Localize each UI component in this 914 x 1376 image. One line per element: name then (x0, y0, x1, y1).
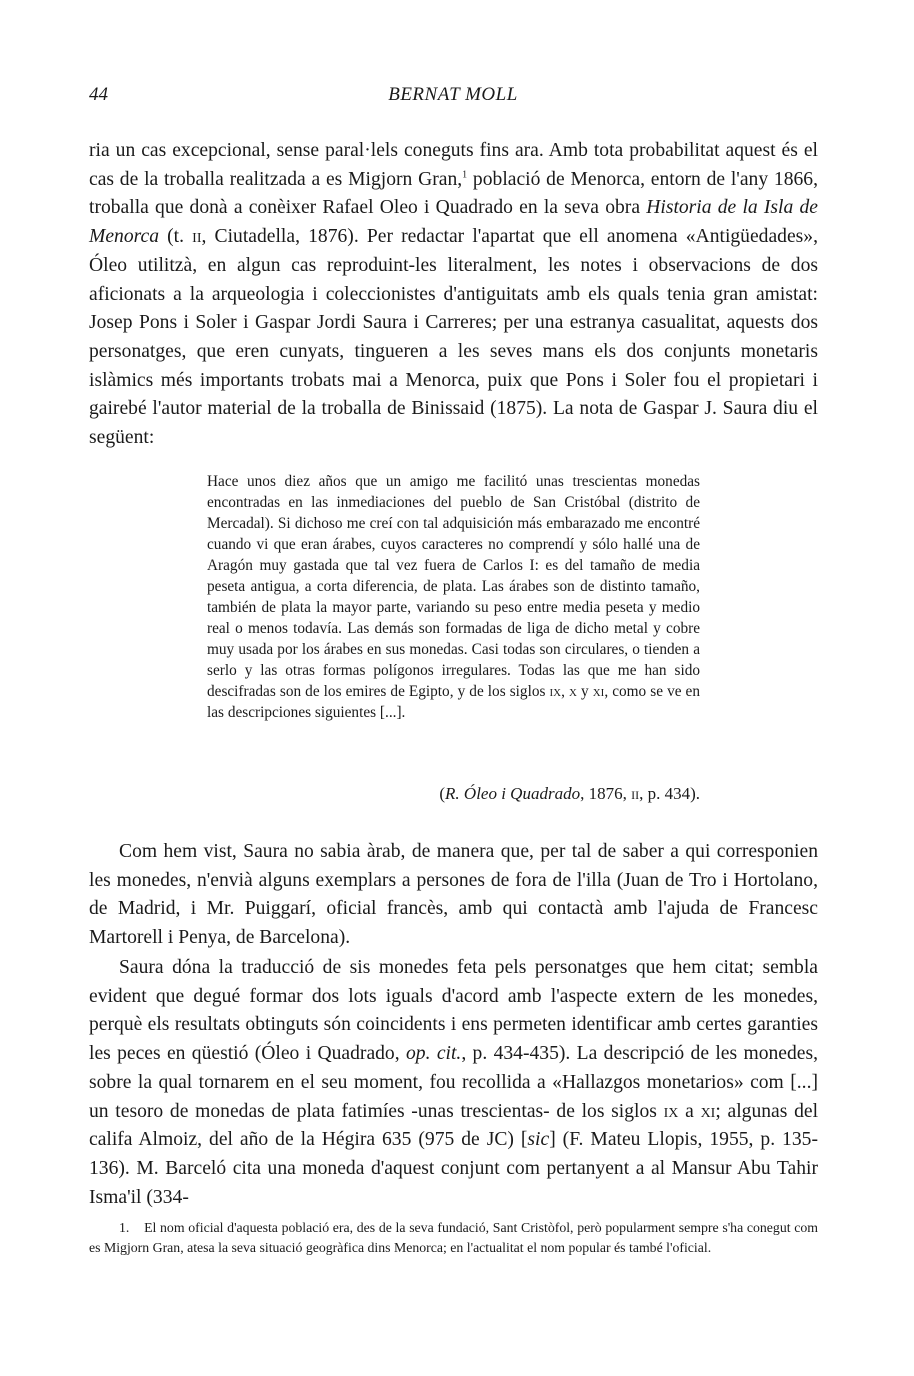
paragraph-text: ] (F. Mateu Llopis, 1955, p. 135-136). M. Barceló cita una moneda d'aquest conjunt com pertanyent a al Mansur Abu Tahir Isma'il (334- (89, 1129, 818, 1208)
quote-text: y (576, 683, 593, 700)
citation-text: , p. 434). (639, 784, 700, 803)
footnote-ref: 1 (462, 169, 468, 181)
paragraph-text: , p. 434-435). La descripció de les monedes, sobre la qual tornarem en el seu moment, fou recollida a «Hallazgos monetarios» com [...] un tesoro de monedas de plata fatimíes -unas trescientas- de los siglos (89, 1043, 819, 1122)
footnote-number: 1. (119, 1220, 130, 1235)
footnote-text: El nom oficial d'aquesta població era, des de la seva fundació, Sant Cristòfol, però popularment sempre s'ha conegut com es Migjorn Gran, atesa la seva situació geogràfica dins Menorca; en l'actualitat el nom popular és també l'oficial. (89, 1220, 819, 1255)
paragraph-text: , Ciutadella, 1876). Per redactar l'apartat que ell anomena «Antigüedades», Óleo utilitzà, en algun cas reproduint-les literalment, les notes i observacions de dos aficionats a la arqueologia i coleccionistes d'antiguitats amb els quals tenia gran amistat: Josep Pons i Soler i Gaspar Jordi Saura i Carreres; per una estranya casualitat, aquests dos personatges, que eren cunyats, tingueren a les seves mans els dos conjunts monetaris islàmics més importants trobats mai a Menorca, puix que Pons i Soler fou el propietari i gairebé l'autor material de la troballa de Binissaid (1875). La nota de Gaspar J. Saura diu el següent: (89, 226, 818, 449)
paragraph-text: a (678, 1100, 701, 1122)
body-paragraph-1 (89, 137, 818, 453)
body-paragraph-2: Com hem vist, Saura no sabia àrab, de manera que, per tal de saber a qui corresponien les monedes, n'envià alguns exemplars a persones de fora de l'illa (Juan de Tro i Hortolano, de Madrid, i Mr. Puiggarí, oficial francès, amb qui contactà amb l'ajuda de Francesc Martorell i Penya, de Barcelona). (89, 841, 818, 949)
paragraph-text: població de Menorca, entorn de l'any 1866, troballa que donà a conèixer Rafael Oleo i Quadrado en la seva obra (89, 168, 818, 219)
footnote-1 (89, 1218, 818, 1257)
paragraph-text: ria un cas excepcional, sense paral·lels coneguts fins ara. Amb tota probabilitat aquest és el cas de la troballa realitzada a es Migjorn Gran, (89, 140, 818, 190)
op-cit: op. cit. (405, 1043, 462, 1065)
quote-text: , como se ve en las descripciones siguientes [...]. (207, 683, 701, 721)
century-numeral: xi (592, 683, 605, 700)
running-title: BERNAT MOLL (388, 84, 518, 105)
page-number: 44 (89, 84, 108, 105)
quote-text: , (561, 683, 569, 700)
paragraph-text: (t. (159, 226, 193, 248)
running-head (89, 84, 817, 110)
century-numeral: ix (663, 1100, 679, 1122)
volume-number: ii (631, 784, 640, 803)
block-quote (207, 471, 700, 723)
quote-text: Hace unos diez años que un amigo me facilitó unas trescientas monedas encontradas en las inmediaciones del pueblo de San Cristóbal (distrito de Mercadal). Si dichoso me creí con tal adquisición más embarazado me encontré cuando vi que eran árabes, cuyos caracteres no comprendí y sólo hallé una de Aragón muy gastada que tal vez fuera de Carlos I: es del tamaño de media peseta antigua, a corta diferencia, de plata. Las árabes son de distinto tamaño, también de plata la mayor parte, variando su peso entre media peseta y medio real o menos todavía. Las demás son formadas de liga de dicho metal y cobre muy usada por los árabes en sus monedas. Casi todas son circulares, o tienden a serlo y las otras formas polígonos irregulares. Todas las que me han sido descifradas son de los emires de Egipto, y de los siglos (207, 473, 700, 700)
volume-number: ii (192, 226, 202, 248)
century-numeral: x (568, 683, 577, 700)
citation-text: , 1876, (580, 784, 632, 803)
paragraph-text: ; algunas del califa Almoiz, del año de la Hégira 635 (975 de JC) [ (89, 1100, 819, 1151)
citation-author: R. Óleo i Quadrado (445, 784, 581, 803)
century-numeral: xi (700, 1100, 716, 1122)
citation-text: ( (439, 784, 446, 803)
quote-citation (207, 783, 700, 805)
book-title: Historia de la Isla de Menorca (89, 197, 818, 248)
paragraph-text: Saura dóna la traducció de sis monedes feta pels personatges que hem citat; sembla evident que degué formar dos lots iguals d'acord amb l'aspecte extern de les monedes, perquè els resultats obtinguts són coincidents i ens permeten identificar amb certes garanties les peces en qüestió (Óleo i Quadrado, (89, 957, 818, 1065)
body-paragraph-3 (89, 954, 818, 1212)
sic-marker: sic (527, 1129, 550, 1151)
century-numeral: ix (549, 683, 562, 700)
